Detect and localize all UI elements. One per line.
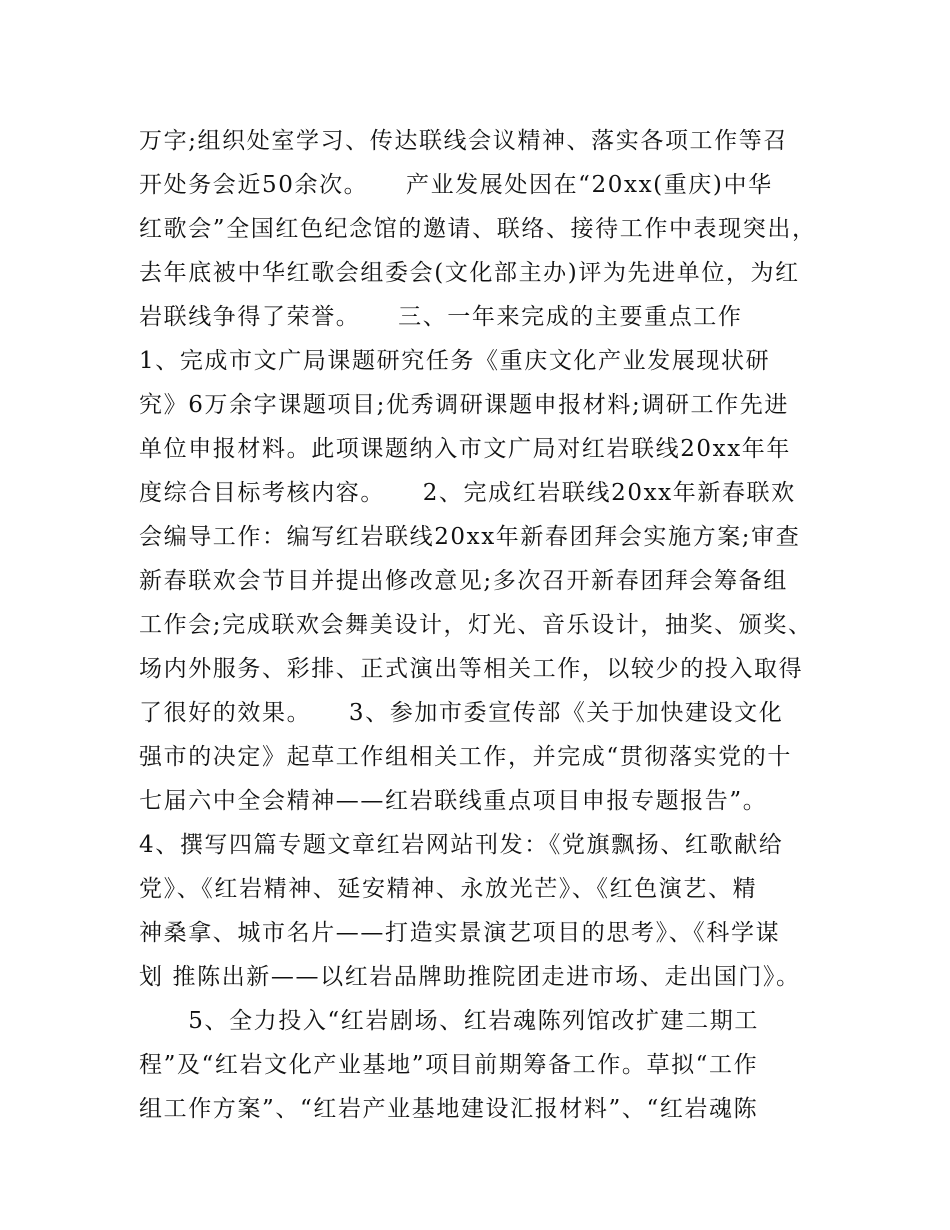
text-line: 划 推陈出新——以红岩品牌助推院团走进市场、走出国门》。	[139, 964, 801, 990]
text-line: 度综合目标考核内容。 2、完成红岩联线20xx年新春联欢	[139, 480, 796, 506]
text-line: 组工作方案”、“红岩产业基地建设汇报材料”、“红岩魂陈	[139, 1096, 759, 1122]
text-line: 岩联线争得了荣誉。 三、一年来完成的主要重点工作	[139, 304, 743, 330]
text-line: 究》6万余字课题项目;优秀调研课题申报材料;调研工作先进	[139, 392, 789, 418]
text-line: 单位申报材料。此项课题纳入市文广局对红岩联线20xx年年	[139, 436, 792, 462]
text-line: 4、撰写四篇专题文章红岩网站刊发：《党旗飘扬、红歌献给	[139, 832, 784, 858]
text-line: 万字;组织处室学习、传达联线会议精神、落实各项工作等召	[139, 128, 788, 154]
text-line: 1、完成市文广局课题研究任务《重庆文化产业发展现状研	[139, 348, 771, 374]
text-line: 红歌会”全国红色纪念馆的邀请、联络、接待工作中表现突出，	[139, 216, 817, 242]
text-line: 七届六中全会精神——红岩联线重点项目申报专题报告”。	[139, 788, 768, 814]
text-line: 去年底被中华红歌会组委会(文化部主办)评为先进单位，为红	[139, 260, 800, 286]
text-line: 场内外服务、彩排、正式演出等相关工作，以较少的投入取得	[139, 656, 804, 682]
text-line: 党》、《红岩精神、延安精神、永放光芒》、《红色演艺、精	[139, 876, 758, 902]
text-line: 神桑拿、城市名片——打造实景演艺项目的思考》、《科学谋	[139, 920, 781, 946]
text-line: 5、全力投入“红岩剧场、红岩魂陈列馆改扩建二期工	[139, 1008, 759, 1034]
text-line: 了很好的效果。 3、参加市委宣传部《关于加快建设文化	[139, 700, 784, 726]
text-line: 程”及“红岩文化产业基地”项目前期筹备工作。草拟“工作	[139, 1052, 759, 1078]
text-line: 新春联欢会节目并提出修改意见;多次召开新春团拜会筹备组	[139, 568, 788, 594]
text-line: 会编导工作：编写红岩联线20xx年新春团拜会实施方案;审查	[139, 524, 801, 550]
text-line: 工作会;完成联欢会舞美设计，灯光、音乐设计，抽奖、颁奖、	[139, 612, 813, 638]
text-line: 强市的决定》起草工作组相关工作，并完成“贯彻落实党的十	[139, 744, 792, 770]
text-line: 开处务会近50余次。 产业发展处因在“20xx(重庆)中华	[139, 172, 773, 198]
